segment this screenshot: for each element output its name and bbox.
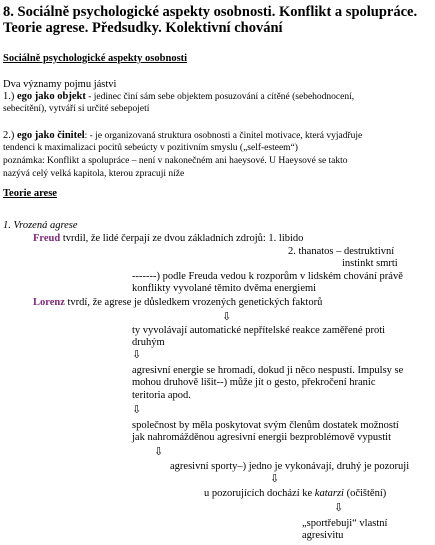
item1-number: 1.) [3, 91, 15, 102]
item2-term: ego jako činitel [17, 130, 85, 141]
freud-name: Freud [33, 233, 61, 244]
lorenz-name: Lorenz [33, 297, 65, 308]
step3-line2: jak nahromážděnou agresivní energii bezproblémově vypustit [132, 432, 392, 443]
step1-line2: druhým [132, 337, 165, 348]
lorenz-line [33, 297, 322, 309]
freud-instinct: instinkt smrti [342, 258, 398, 269]
down-arrow-icon: ⇩ [132, 348, 142, 361]
section-heading-social: Sociálně psychologické aspekty osobnosti [3, 53, 188, 64]
item2-line1 [3, 130, 362, 142]
down-arrow-icon: ⇩ [334, 501, 344, 514]
page-title: 8. Sociálně psychologické aspekty osobnosti. Konflikt a spolupráce. Teorie agrese. Předsudky. Kolektivní chování [3, 4, 418, 36]
subsection-innate-aggression: 1. Vrozená agrese [3, 220, 78, 231]
down-arrow-icon: ⇩ [132, 403, 142, 416]
note-line2: nazývá celý velká kapitola, kterou zpracuji níže [3, 169, 185, 179]
step6-line2: agresivitu [302, 530, 344, 541]
step2-line2: mohou druhově lišit--) může jít o gesto, překročení hranic [132, 377, 376, 388]
step6-line1: „sportřebuji“ vlastní [302, 518, 388, 529]
step5-term: katarzi [314, 488, 344, 499]
item1-text: - jedinec činí sám sebe objektem posuzování a cítěné (sebehodnocení, [85, 92, 355, 102]
item1-term: ego jako objekt [17, 91, 86, 102]
freud-line [33, 233, 303, 245]
item2-line2: tendenci k maximalizaci pocitů sebeúcty v pozitivním smyslu („self-esteem“) [3, 143, 298, 153]
section-heading-aggression: Teorie arese [3, 188, 57, 199]
down-arrow-icon: ⇩ [270, 472, 280, 485]
freud-thanatos: 2. thanatos – destruktivní [288, 246, 395, 257]
note-line1: poznámka: Konflikt a spolupráce – není v nakonečném ani haeysové. U Haeysové se takto [3, 156, 348, 166]
freud-text: tvrdil, že lidé čerpají ze dvou základních zdrojů: 1. libido [60, 233, 304, 244]
step5-line [204, 488, 386, 500]
step2-line1: agresivní energie se hromadí, dokud ji něco nespustí. Impulsy se [132, 365, 404, 376]
item1-line1 [3, 91, 354, 103]
step5-post: (očištění) [343, 488, 387, 499]
freud-conclusion-line2: konflikty vyvolané těmito dvěma energiemi [132, 283, 317, 294]
down-arrow-icon: ⇩ [154, 445, 164, 458]
freud-conclusion-line1: -------) podle Freuda vedou k rozporům v lidském chování právě [132, 271, 403, 282]
intro-text: Dva významy pojmu jástvi [3, 79, 117, 90]
item2-number: 2.) [3, 130, 15, 141]
step2-line3: teritoria apod. [132, 390, 191, 401]
item2-text: : - je organizovaná struktura osobnosti a činitel motivace, která vyjadřuje [84, 131, 363, 141]
step3-line1: společnost by měla poskytovat svým členům dostatek možností [132, 420, 399, 431]
lorenz-text: tvrdí, že agrese je důsledkem vrozených genetických faktorů [64, 297, 323, 308]
step1-line1: ty vyvolávají automatické nepřítelské reakce zaměřené proti [132, 325, 386, 336]
item1-line2: sebecítění), vytváří si určité sebepojetí [3, 104, 150, 114]
step5-text: u pozorujících dochází ke [204, 488, 315, 499]
down-arrow-icon: ⇩ [222, 310, 232, 323]
step4-line: agresivní sporty–) jedno je vykonávají, druhý je pozoruji [170, 461, 410, 472]
